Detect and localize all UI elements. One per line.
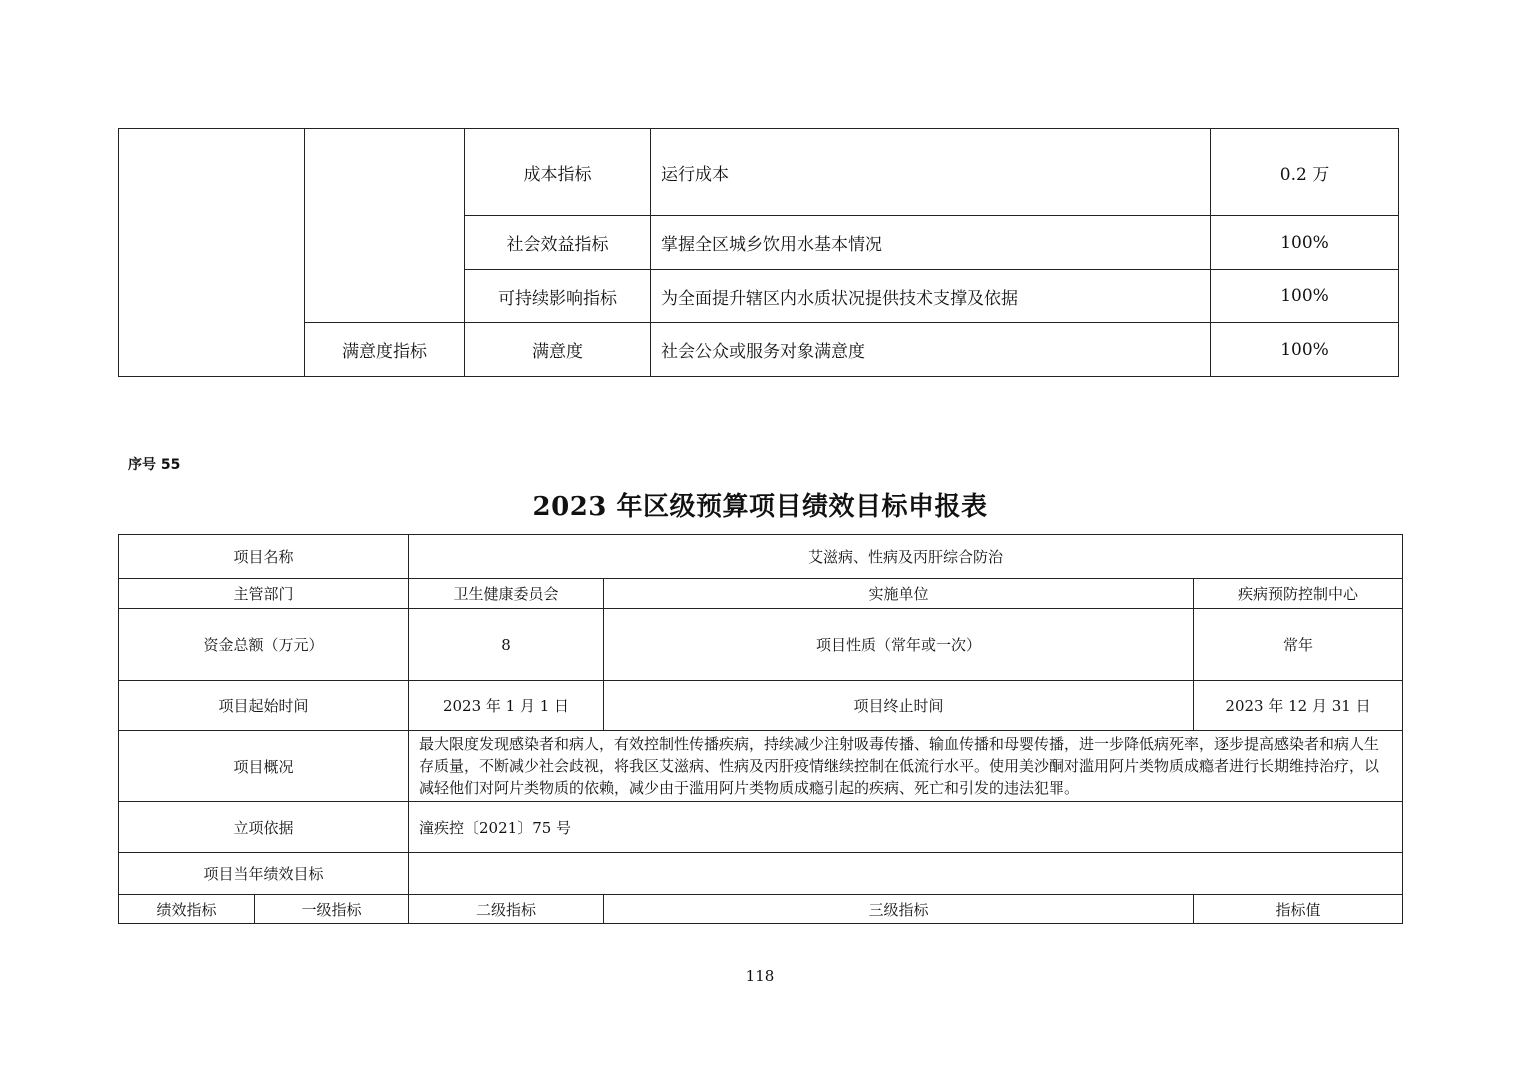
form-title: 2023 年区级预算项目绩效目标申报表	[532, 492, 988, 522]
budget-performance-form	[118, 534, 1403, 924]
start-label: 项目起始时间	[119, 681, 409, 731]
project-name-label: 项目名称	[119, 535, 409, 579]
end-value: 2023 年 12 月 31 日	[1194, 681, 1403, 731]
sequence-label: 序号 55	[128, 457, 181, 473]
indicator-value: 0.2 万	[1211, 129, 1399, 216]
annual-goal-value	[409, 853, 1403, 895]
impl-unit-value: 疾病预防控制中心	[1194, 579, 1403, 609]
secondary-indicator: 可持续影响指标	[465, 270, 651, 323]
header-performance: 绩效指标	[119, 895, 255, 924]
project-name-value: 艾滋病、性病及丙肝综合防治	[409, 535, 1403, 579]
indicator-value: 100%	[1211, 216, 1399, 270]
page-number: 118	[745, 967, 775, 985]
secondary-indicator: 满意度	[465, 323, 651, 377]
overview-value: 最大限度发现感染者和病人，有效控制性传播疾病，持续减少注射吸毒传播、输血传播和母婴传播，进一步降低病死率，逐步提高感染者和病人生存质量，不断减少社会歧视，将我区艾滋病、性病及丙肝疫情继续控制在低流行水平。使用美沙酮对滥用阿片类物质成瘾者进行长期维持治疗，以减轻他们对阿片类物质的依赖，减少由于滥用阿片类物质成瘾引起的疾病、死亡和引发的违法犯罪。	[409, 731, 1403, 802]
nature-value: 常年	[1194, 609, 1403, 681]
tertiary-indicator: 运行成本	[651, 129, 1211, 216]
header-value: 指标值	[1194, 895, 1403, 924]
tertiary-indicator: 掌握全区城乡饮用水基本情况	[651, 216, 1211, 270]
fund-value: 8	[409, 609, 604, 681]
overview-label: 项目概况	[119, 731, 409, 802]
blank-cell	[305, 129, 465, 323]
secondary-indicator: 社会效益指标	[465, 216, 651, 270]
dept-value: 卫生健康委员会	[409, 579, 604, 609]
tertiary-indicator: 为全面提升辖区内水质状况提供技术支撑及依据	[651, 270, 1211, 323]
blank-cell	[119, 129, 305, 377]
annual-goal-label: 项目当年绩效目标	[119, 853, 409, 895]
secondary-indicator: 成本指标	[465, 129, 651, 216]
tertiary-indicator: 社会公众或服务对象满意度	[651, 323, 1211, 377]
impl-unit-label: 实施单位	[604, 579, 1194, 609]
basis-label: 立项依据	[119, 802, 409, 853]
primary-indicator: 满意度指标	[305, 323, 465, 377]
end-label: 项目终止时间	[604, 681, 1194, 731]
indicator-value: 100%	[1211, 323, 1399, 377]
dept-label: 主管部门	[119, 579, 409, 609]
header-level3: 三级指标	[604, 895, 1194, 924]
nature-label: 项目性质（常年或一次）	[604, 609, 1194, 681]
start-value: 2023 年 1 月 1 日	[409, 681, 604, 731]
fund-label: 资金总额（万元）	[119, 609, 409, 681]
header-level2: 二级指标	[409, 895, 604, 924]
indicator-value: 100%	[1211, 270, 1399, 323]
header-level1: 一级指标	[255, 895, 409, 924]
performance-table-continued	[118, 128, 1399, 377]
basis-value: 潼疾控〔2021〕75 号	[409, 802, 1403, 853]
